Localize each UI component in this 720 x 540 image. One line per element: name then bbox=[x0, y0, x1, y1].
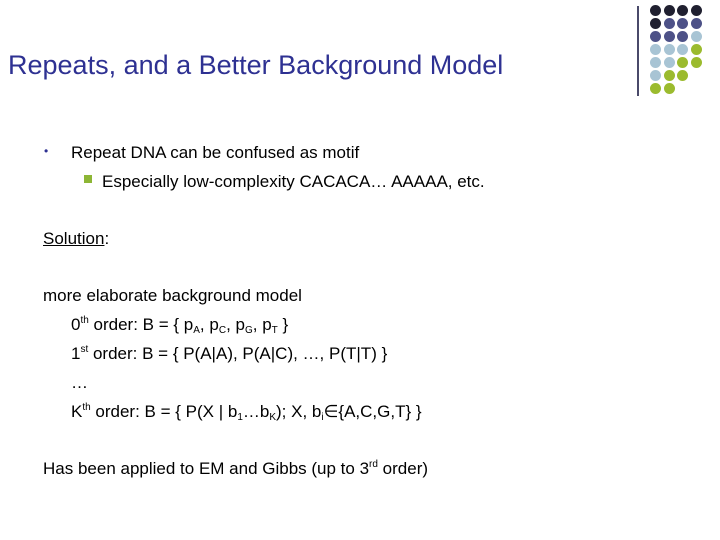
order-k-letter: K bbox=[71, 402, 83, 421]
decorative-dot bbox=[691, 57, 702, 68]
sub-1: 1 bbox=[237, 412, 243, 423]
bullet-text: Repeat DNA can be confused as motif bbox=[71, 143, 360, 162]
title-divider-line bbox=[637, 6, 639, 96]
decorative-dot bbox=[691, 18, 702, 29]
sub-t: T bbox=[271, 325, 278, 336]
decorative-dot bbox=[691, 44, 702, 55]
sep-2: , p bbox=[226, 315, 245, 334]
decorative-dot bbox=[650, 18, 661, 29]
decorative-dot bbox=[691, 5, 702, 16]
order-k-tail: ); X, b bbox=[276, 402, 322, 421]
applied-end: order) bbox=[377, 459, 429, 478]
ellipsis-line: … bbox=[71, 373, 88, 392]
order-k-text: order: B = { P(X | b bbox=[90, 402, 238, 421]
decorative-dot bbox=[664, 70, 675, 81]
order-1-suffix: st bbox=[80, 344, 89, 355]
decorative-dot bbox=[677, 57, 688, 68]
order-k-mid: …b bbox=[242, 402, 270, 421]
decorative-dot bbox=[664, 18, 675, 29]
order-0-suffix: th bbox=[80, 315, 89, 326]
decorative-dot bbox=[677, 18, 688, 29]
decorative-dot bbox=[677, 70, 688, 81]
decorative-dot bbox=[650, 31, 661, 42]
decorative-dot bbox=[677, 5, 688, 16]
order-1-number: 1 bbox=[71, 344, 81, 363]
slide-title: Repeats, and a Better Background Model bbox=[8, 50, 504, 80]
decorative-dot bbox=[664, 57, 675, 68]
order-0-number: 0 bbox=[71, 315, 81, 334]
sep-3: , p bbox=[252, 315, 272, 334]
decorative-dot bbox=[650, 83, 661, 94]
order-1-text: order: B = { P(A|A), P(A|C), …, P(T|T) } bbox=[88, 344, 388, 363]
decorative-dot bbox=[664, 83, 675, 94]
decorative-dot bbox=[650, 57, 661, 68]
order-k-end: ∈{A,C,G,T} } bbox=[323, 402, 422, 421]
sub-g: G bbox=[244, 325, 253, 336]
order-0-line bbox=[71, 315, 288, 336]
sub-a: A bbox=[193, 325, 200, 336]
sub-c: C bbox=[218, 325, 227, 336]
decorative-dot bbox=[677, 44, 688, 55]
sep-1: , p bbox=[199, 315, 219, 334]
decorative-dot bbox=[650, 44, 661, 55]
square-bullet-icon bbox=[84, 175, 92, 183]
applied-line bbox=[43, 459, 428, 479]
solution-colon: : bbox=[104, 229, 110, 248]
solution-label: Solution bbox=[43, 229, 105, 248]
order-1-line bbox=[71, 344, 387, 364]
sub-i: i bbox=[321, 412, 324, 423]
decorative-dot bbox=[664, 44, 675, 55]
sub-bullet-text: Especially low-complexity CACACA… AAAAA, etc. bbox=[102, 172, 485, 191]
decorative-dot bbox=[664, 5, 675, 16]
order-k-suffix: th bbox=[82, 402, 91, 413]
order-0-end: } bbox=[277, 315, 289, 334]
order-0-text: order: B = { p bbox=[88, 315, 194, 334]
decorative-dot bbox=[691, 31, 702, 42]
bullet-marker: • bbox=[44, 144, 49, 158]
decorative-dot bbox=[650, 5, 661, 16]
applied-text: Has been applied to EM and Gibbs (up to 3 bbox=[43, 459, 370, 478]
applied-suffix: rd bbox=[369, 459, 378, 470]
order-k-line bbox=[71, 402, 422, 423]
solution-heading bbox=[43, 229, 109, 249]
model-intro: more elaborate background model bbox=[43, 286, 302, 305]
decorative-dot bbox=[677, 31, 688, 42]
decorative-dot bbox=[650, 70, 661, 81]
decorative-dot bbox=[664, 31, 675, 42]
sub-k: K bbox=[269, 412, 277, 423]
